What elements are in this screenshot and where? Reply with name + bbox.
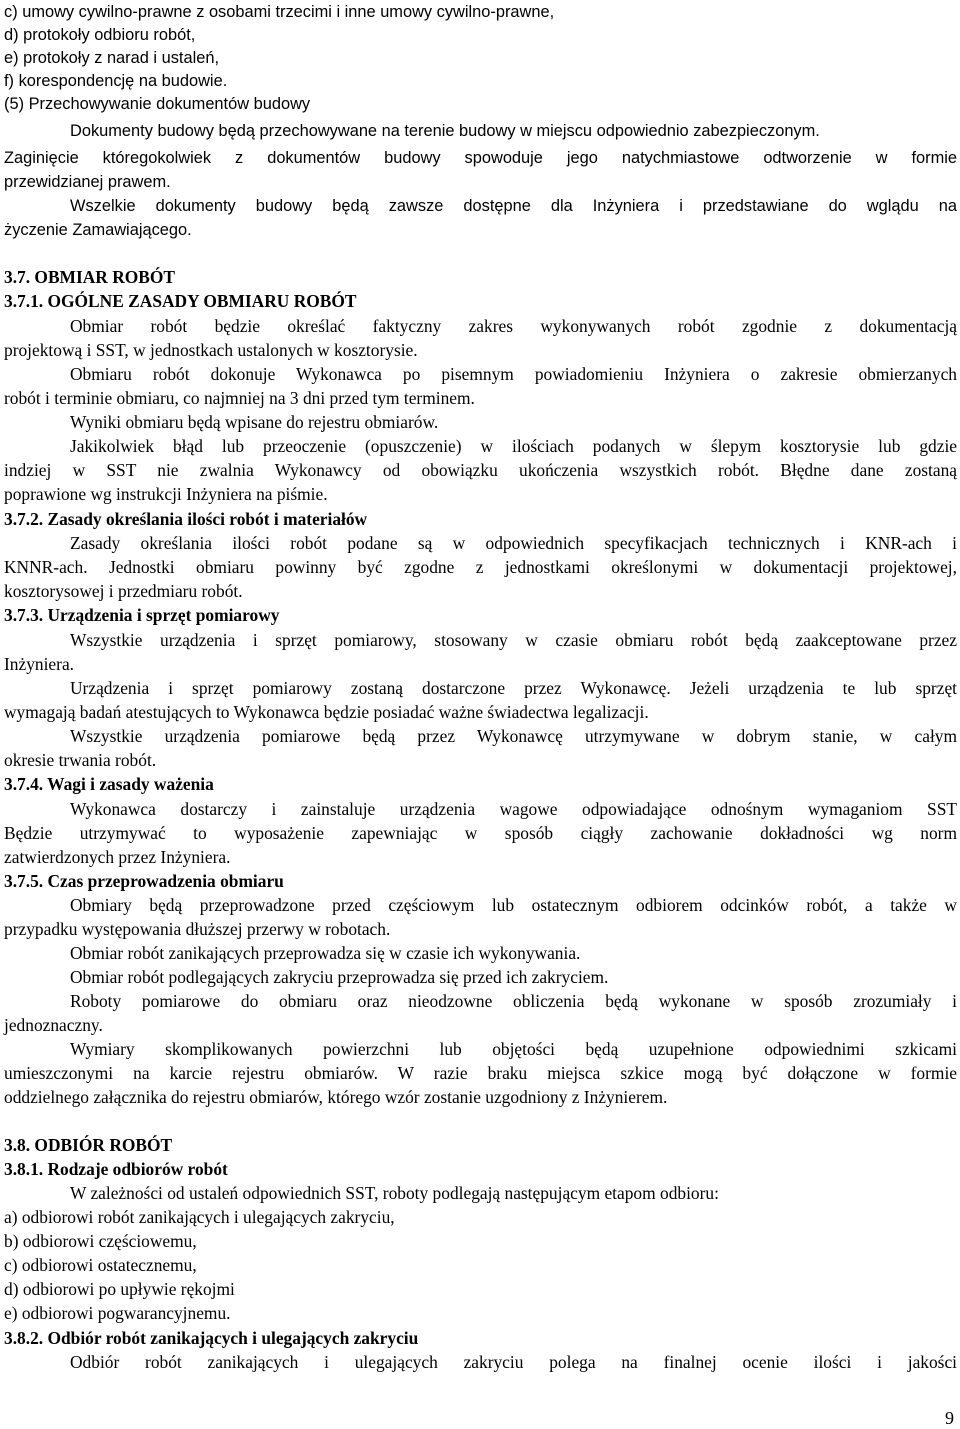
paragraph-line: Obmiar robót zanikających przeprowadza się w czasie ich wykonywania. [70, 943, 581, 963]
section-heading: 3.8. ODBIÓR ROBÓT [4, 1135, 173, 1155]
list-item: d) protokoły odbioru robót, [4, 26, 196, 44]
list-item: e) protokoły z narad i ustaleń, [4, 49, 220, 67]
paragraph-line: Zasady określania ilości robót podane są w odpowiednich specyfikacjach technicznych i KNR-ach i [70, 533, 957, 553]
subsection-heading: 3.8.1. Rodzaje odbiorów robót [4, 1159, 228, 1179]
paragraph-line: okresie trwania robót. [4, 750, 157, 770]
subsection-heading: 3.7.5. Czas przeprowadzenia obmiaru [4, 871, 284, 891]
paragraph-line: Obmiaru robót dokonuje Wykonawca po pisemnym powiadomieniu Inżyniera o zakresie obmierzanych [70, 364, 957, 384]
paragraph-line: Dokumenty budowy będą przechowywane na terenie budowy w miejscu odpowiednio zabezpieczonym. [70, 122, 820, 140]
paragraph-line: Wszelkie dokumenty budowy będą zawsze dostępne dla Inżyniera i przedstawiane do wglądu na [70, 197, 957, 215]
paragraph-line: Wykonawca dostarczy i zainstaluje urządzenia wagowe odpowiadające odnośnym wymaganiom SST [70, 799, 957, 819]
section-heading: (5) Przechowywanie dokumentów budowy [4, 95, 311, 113]
paragraph-line: indziej w SST nie zwalnia Wykonawcy od obowiązku ukończenia wszystkich robót. Błędne dane zostaną [4, 460, 957, 480]
paragraph-line: poprawione wg instrukcji Inżyniera na piśmie. [4, 484, 328, 504]
subsection-heading: 3.7.4. Wagi i zasady ważenia [4, 774, 214, 794]
paragraph-line: Roboty pomiarowe do obmiaru oraz nieodzowne obliczenia będą wykonane w sposób zrozumiały i [70, 991, 957, 1011]
paragraph-line: Obmiar robót podlegających zakryciu przeprowadza się przed ich zakryciem. [70, 967, 609, 987]
list-item: f) korespondencję na budowie. [4, 72, 228, 90]
paragraph-line: przypadku występowania dłuższej przerwy w robotach. [4, 919, 391, 939]
list-item: a) odbiorowi robót zanikających i ulegających zakryciu, [4, 1207, 395, 1227]
paragraph-line: Wszystkie urządzenia pomiarowe będą przez Wykonawcę utrzymywane w dobrym stanie, w całym [70, 726, 957, 746]
paragraph-line: robót i terminie obmiaru, co najmniej na 3 dni przed tym terminem. [4, 388, 475, 408]
paragraph-line: oddzielnego załącznika do rejestru obmiarów, którego wzór zostanie uzgodniony z Inżynierem. [4, 1087, 668, 1107]
list-item: c) umowy cywilno-prawne z osobami trzecimi i inne umowy cywilno-prawne, [4, 3, 555, 21]
paragraph-line: Odbiór robót zanikających i ulegających zakryciu polega na finalnej ocenie ilości i jakości [70, 1352, 957, 1372]
list-item: b) odbiorowi częściowemu, [4, 1231, 197, 1251]
paragraph-line: kosztorysowej i przedmiaru robót. [4, 581, 243, 601]
paragraph-line: życzenie Zamawiającego. [4, 221, 192, 239]
paragraph-line: zatwierdzonych przez Inżyniera. [4, 847, 231, 867]
list-item: c) odbiorowi ostatecznemu, [4, 1255, 197, 1275]
paragraph-line: jednoznaczny. [4, 1015, 103, 1035]
paragraph-line: Obmiary będą przeprowadzone przed częściowym lub ostatecznym odbiorem odcinków robót, a także w [70, 895, 957, 915]
paragraph-line: Inżyniera. [4, 654, 75, 674]
paragraph-line: W zależności od ustaleń odpowiednich SST, roboty podlegają następującym etapom odbioru: [70, 1183, 719, 1203]
subsection-heading: 3.8.2. Odbiór robót zanikających i ulegających zakryciu [4, 1328, 419, 1348]
list-item: d) odbiorowi po upływie rękojmi [4, 1279, 235, 1299]
list-item: e) odbiorowi pogwarancyjnemu. [4, 1303, 231, 1323]
paragraph-line: umieszczonymi na karcie rejestru obmiarów. W razie braku miejsca szkice mogą być dołączone w formie [4, 1063, 957, 1083]
subsection-heading: 3.7.2. Zasady określania ilości robót i materiałów [4, 509, 368, 529]
paragraph-line: wymagają badań atestujących to Wykonawca będzie posiadać ważne świadectwa legalizacji. [4, 702, 649, 722]
paragraph-line: przewidzianej prawem. [4, 173, 171, 191]
paragraph-line: Wyniki obmiaru będą wpisane do rejestru obmiarów. [70, 412, 439, 432]
section-heading: 3.7. OBMIAR ROBÓT [4, 267, 176, 287]
paragraph-line: Jakikolwiek błąd lub przeoczenie (opuszczenie) w ilościach podanych w ślepym kosztorysie lub gdzie [70, 436, 957, 456]
paragraph-line: Wszystkie urządzenia i sprzęt pomiarowy, stosowany w czasie obmiaru robót będą zaakceptowane przez [70, 630, 957, 650]
paragraph-line: Urządzenia i sprzęt pomiarowy zostaną dostarczone przez Wykonawcę. Jeżeli urządzenia te lub sprzęt [70, 678, 957, 698]
paragraph-line: Zaginięcie któregokolwiek z dokumentów budowy spowoduje jego natychmiastowe odtworzenie w formie [4, 149, 957, 167]
subsection-heading: 3.7.3. Urządzenia i sprzęt pomiarowy [4, 605, 280, 625]
paragraph-line: KNNR-ach. Jednostki obmiaru powinny być zgodne z jednostkami określonymi w dokumentacji projektowej, [4, 557, 957, 577]
page-number: 9 [945, 1408, 954, 1428]
paragraph-line: Będzie utrzymywać to wyposażenie zapewniając w sposób ciągły zachowanie dokładności wg norm [4, 823, 957, 843]
section-heading: 3.7.1. OGÓLNE ZASADY OBMIARU ROBÓT [4, 291, 357, 311]
paragraph-line: Obmiar robót będzie określać faktyczny zakres wykonywanych robót zgodnie z dokumentacją [70, 316, 957, 336]
paragraph-line: Wymiary skomplikowanych powierzchni lub objętości będą uzupełnione odpowiednimi szkicami [70, 1039, 957, 1059]
paragraph-line: projektową i SST, w jednostkach ustalonych w kosztorysie. [4, 340, 418, 360]
